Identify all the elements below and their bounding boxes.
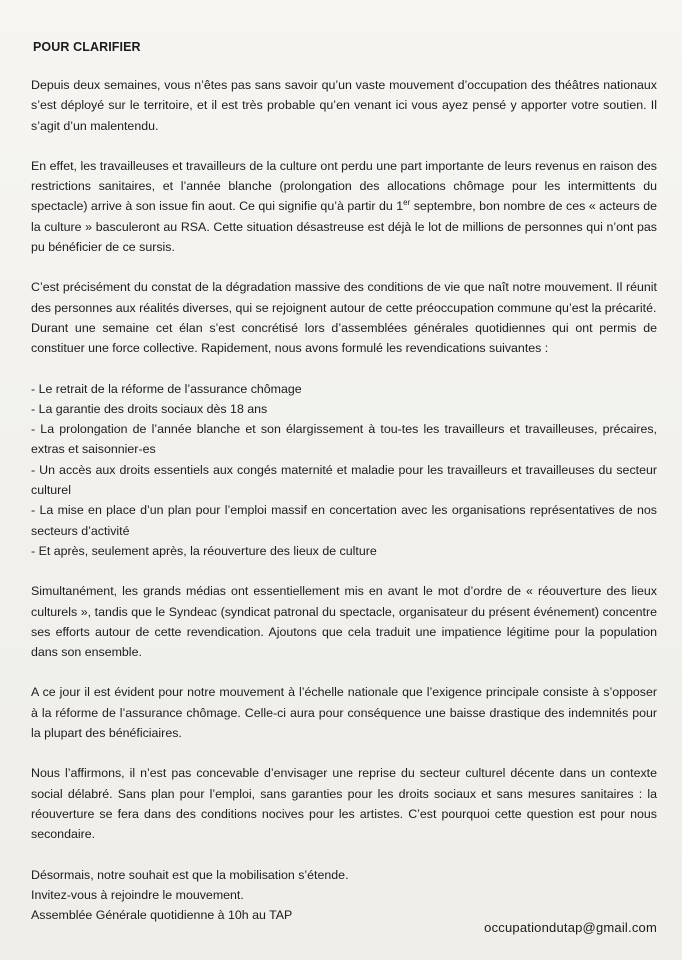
closing-block (31, 865, 657, 926)
closing-line: Invitez-vous à rejoindre le mouvement. (31, 887, 244, 902)
contact-email: occupationdutap@gmail.com (484, 920, 657, 935)
list-item: - La mise en place d’un plan pour l’emploi massif en concertation avec les organisations représentatives de nos secteurs d’activité (31, 503, 657, 538)
list-item: - Un accès aux droits essentiels aux congés maternité et maladie pour les travailleurs et travailleuses du secteur culturel (31, 462, 657, 498)
document-title: POUR CLARIFIER (33, 40, 141, 54)
demands-list (31, 379, 657, 562)
paragraph-demands-intro: Durant une semaine cet élan s’est concrétisé lors d’assemblées générales quotidiennes qui ont permis de constituer une force collective. Rapidement, nous avons formulé les revendications suivantes : (31, 320, 657, 356)
paragraph-media: Simultanément, les grands médias ont essentiellement mis en avant le mot d’ordre de « réouverture des lieux culturels », tandis que le Syndeac (syndicat patronal du spectacle, organisateur du présent événement) concentre ses efforts autour de cette revendication. Ajoutons que cela traduit une impatience légitime pour la population dans son ensemble. (31, 584, 657, 660)
paragraph-intro: Depuis deux semaines, vous n’êtes pas sans savoir qu’un vaste mouvement d’occupation des théâtres nationaux s’est déployé sur le territoire, et il est très probable qu’en venant ici vous ayez pensé y apporter votre soutien. Il s’agit d’un malentendu. (31, 78, 657, 133)
paragraph-movement: C’est précisément du constat de la dégradation massive des conditions de vie que naît notre mouvement. Il réunit des personnes aux réalités diverses, qui se rejoignent autour de cette préoccupation commune qu’est la précarité. (31, 280, 657, 315)
list-item: - Le retrait de la réforme de l’assurance chômage (31, 381, 302, 396)
closing-line: Désormais, notre souhait est que la mobilisation s’étende. (31, 867, 349, 882)
paragraph-position: Nous l’affirmons, il n’est pas concevable d’envisager une reprise du secteur culturel décente dans un contexte social délabré. Sans plan pour l’emploi, sans garanties pour les droits sociaux et sans mesures sanitaires : la réouverture se fera dans des conditions nocives pour les artistes. C’est pourquoi cette question est pour nous secondaire. (31, 766, 657, 842)
list-item: - La prolongation de l’année blanche et son élargissement à tou-tes les travailleurs et travailleuses, précaires, extras et saisonnier-es (31, 422, 657, 457)
paragraph-context: En effet, les travailleuses et travailleurs de la culture ont perdu une part importante de leurs revenus en raison des restrictions sanitaires, et l’année blanche (prolongation des allocations chômage pour les intermittents du spectacle) arrive à son issue fin aout. Ce qui signifie qu’à partir du 1er septembre, bon nombre de ces « acteurs de la culture » basculeront au RSA. Cette situation désastreuse est déjà le lot de millions de personnes qui n’ont pas pu bénéficier de ce sursis. (31, 158, 657, 255)
list-item: - Et après, seulement après, la réouverture des lieux de culture (31, 543, 377, 558)
document-body (31, 75, 657, 925)
closing-line: Assemblée Générale quotidienne à 10h au TAP (31, 908, 293, 923)
paragraph-main-demand: A ce jour il est évident pour notre mouvement à l’échelle nationale que l’exigence principale consiste à s’opposer à la réforme de l’assurance chômage. Celle-ci aura pour conséquence une baisse drastique des indemnités pour la plupart des bénéficiaires. (31, 685, 657, 741)
list-item: - La garantie des droits sociaux dès 18 ans (31, 401, 268, 416)
